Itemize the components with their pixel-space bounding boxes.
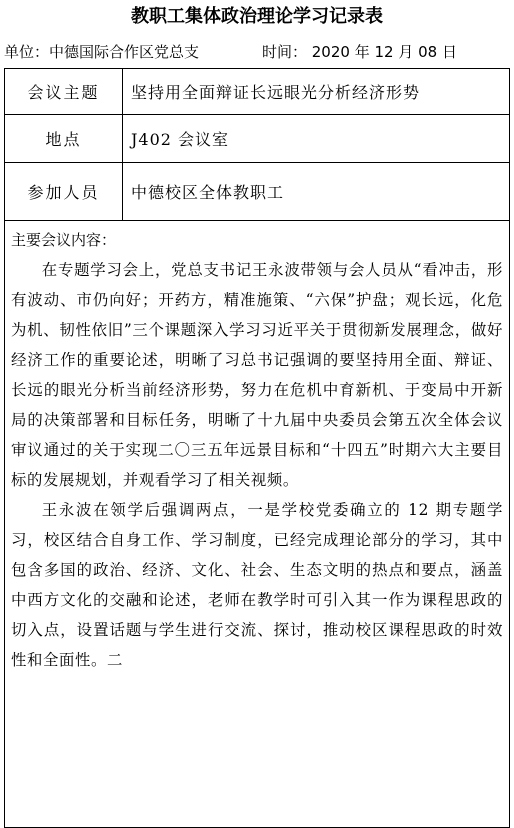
content-heading: 主要会议内容： (11, 231, 117, 249)
location-value: J402 会议室 (131, 130, 230, 149)
time-text: 时间： 2020 年 12 月 08 日 (262, 43, 457, 61)
participants-label: 参加人员 (5, 163, 123, 220)
record-table (4, 68, 510, 828)
location-label: 地点 (5, 115, 123, 162)
content-paragraph: 王永波在领学后强调两点，一是学校党委确立的 12 期专题学习，校区结合自身工作、学习制度，已经完成理论部分的学习，其中包含多国的政治、经济、文化、社会、生态文明的热点和要点，涵盖中西方文化的交融和论述，老师在教学时可引入其一作为课程思政的切入点，设置话题与学生进行交流、探讨，推动校区课程思政的时效性和全面性。二 (11, 501, 503, 669)
topic-label: 会议主题 (5, 69, 123, 114)
content-paragraph: 在专题学习会上，党总支书记王永波带领与会人员从“看冲击，形有波动、市仍向好；开药方，精准施策、“六保”护盘；观长远，化危为机、韧性依旧”三个课题深入学习习近平关于贯彻新发展理念，做好经济工作的重要论述，明晰了习总书记强调的要坚持用全面、辩证、长远的眼光分析当前经济形势，努力在危机中育新机、于变局中开新局的决策部署和目标任务，明晰了十九届中央委员会第五次全体会议审议通过的关于实现二〇三五年远景目标和“十四五”时期六大主要目标的发展规划，并观看学习了相关视频。 (11, 261, 503, 489)
meeting-content (5, 221, 509, 675)
row-participants (5, 163, 509, 221)
document-title: 教职工集体政治理论学习记录表 (131, 6, 383, 27)
row-topic (5, 69, 509, 115)
participants-value: 中德校区全体教职工 (131, 183, 285, 202)
document-meta (4, 40, 510, 64)
row-location (5, 115, 509, 163)
topic-value: 坚持用全面辩证长远眼光分析经济形势 (131, 83, 421, 102)
unit-text: 单位：中德国际合作区党总支 (4, 43, 200, 61)
